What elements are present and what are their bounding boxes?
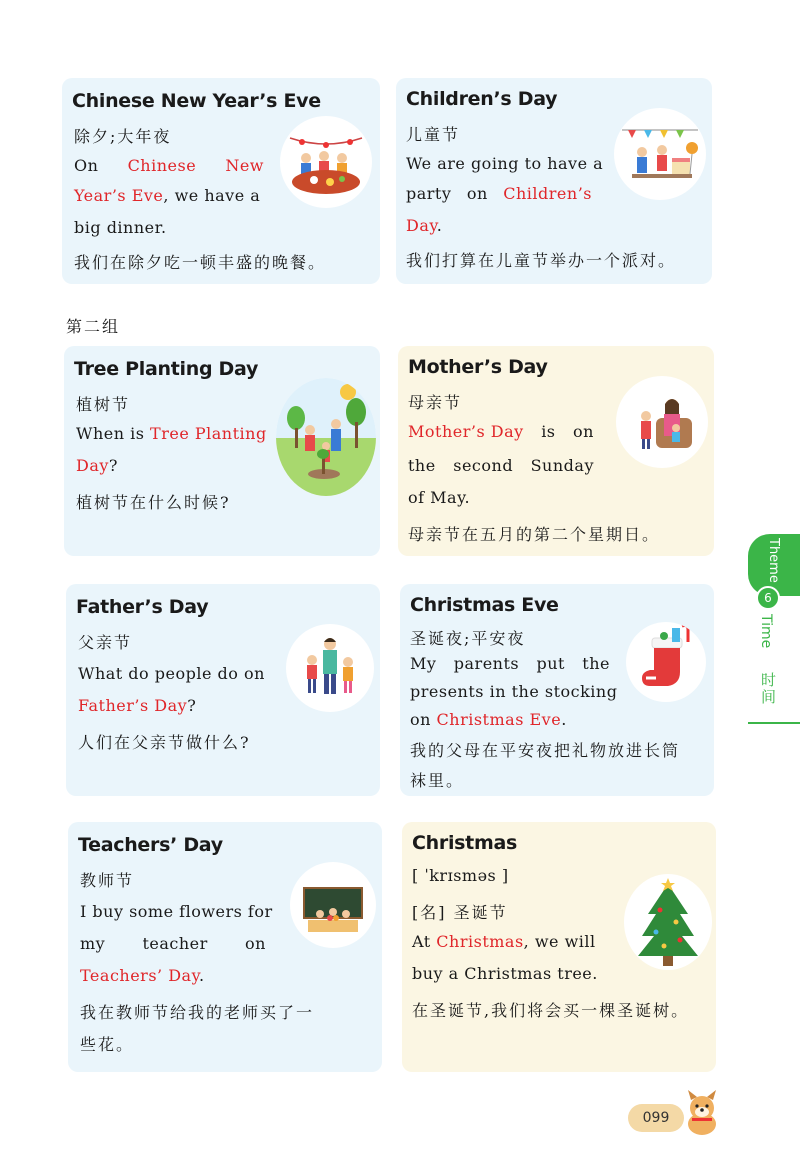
example-line-2: party on Children’s bbox=[406, 184, 592, 203]
classroom-illustration bbox=[290, 862, 376, 948]
tree-planting-illustration bbox=[276, 378, 376, 496]
card-chinese-new-years-eve bbox=[62, 78, 380, 284]
example-line-2: my teacher on bbox=[80, 934, 266, 953]
theme-number: 6 bbox=[756, 586, 780, 610]
chinese-term: 圣诞夜;平安夜 bbox=[410, 629, 526, 648]
chinese-term: 植树节 bbox=[76, 395, 131, 414]
translation: 植树节在什么时候? bbox=[76, 493, 231, 512]
translation-line-1: 我在教师节给我的老师买了一 bbox=[80, 1003, 315, 1022]
example-line-1: On Chinese New bbox=[74, 156, 264, 175]
card-tree-planting-day bbox=[64, 346, 380, 556]
card-christmas bbox=[402, 822, 716, 1072]
chinese-term: 父亲节 bbox=[78, 633, 133, 652]
divider bbox=[748, 722, 800, 724]
example-line-1: My parents put the bbox=[410, 654, 610, 673]
dog-mascot-icon bbox=[678, 1088, 724, 1136]
example-line-1: When is Tree Planting bbox=[76, 424, 267, 443]
party-illustration bbox=[614, 108, 706, 200]
part-of-speech: [名] 圣诞节 bbox=[412, 903, 508, 922]
example-line-2: buy a Christmas tree. bbox=[412, 964, 598, 983]
chinese-term: 除夕;大年夜 bbox=[74, 127, 172, 146]
translation-line-2: 些花。 bbox=[80, 1035, 135, 1054]
chinese-term: 教师节 bbox=[80, 871, 135, 890]
translation: 在圣诞节,我们将会买一棵圣诞树。 bbox=[412, 1001, 690, 1020]
card-childrens-day bbox=[396, 78, 712, 284]
stocking-illustration bbox=[626, 622, 706, 702]
example-line-3: of May. bbox=[408, 488, 471, 507]
theme-title-cn: 时间 bbox=[759, 672, 777, 706]
example-line-3: Teachers’ Day. bbox=[80, 966, 205, 985]
example-line-2: presents in the stocking bbox=[410, 682, 618, 701]
father-children-illustration bbox=[286, 624, 374, 712]
translation-line-1: 我的父母在平安夜把礼物放进长筒 bbox=[410, 741, 681, 760]
translation: 人们在父亲节做什么? bbox=[78, 733, 251, 752]
card-title: Chinese New Year’s Eve bbox=[72, 90, 321, 112]
translation: 母亲节在五月的第二个星期日。 bbox=[408, 525, 661, 544]
page-number: 099 bbox=[628, 1104, 684, 1132]
card-title: Children’s Day bbox=[406, 88, 558, 110]
card-teachers-day bbox=[68, 822, 382, 1072]
phonetic: [ ˈkrɪsməs ] bbox=[412, 866, 509, 885]
card-title: Christmas Eve bbox=[410, 594, 559, 616]
card-title: Tree Planting Day bbox=[74, 358, 259, 380]
example-line-2: Year’s Eve, we have a bbox=[74, 186, 261, 205]
example-line-3: big dinner. bbox=[74, 218, 167, 237]
example-line-2: Day? bbox=[76, 456, 118, 475]
example-line-1: We are going to have a bbox=[406, 154, 604, 173]
translation: 我们打算在儿童节举办一个派对。 bbox=[406, 251, 677, 270]
theme-title: Time bbox=[758, 614, 774, 649]
example-line-1: What do people do on bbox=[78, 664, 265, 683]
card-christmas-eve bbox=[400, 584, 714, 796]
chinese-term: 母亲节 bbox=[408, 393, 463, 412]
card-title: Teachers’ Day bbox=[78, 834, 223, 856]
family-dinner-illustration bbox=[280, 116, 372, 208]
christmas-tree-illustration bbox=[624, 874, 712, 970]
translation: 我们在除夕吃一顿丰盛的晚餐。 bbox=[74, 253, 327, 272]
translation-line-2: 袜里。 bbox=[410, 771, 465, 790]
example-line-3: Day. bbox=[406, 216, 443, 235]
theme-label: Theme bbox=[766, 538, 781, 583]
example-line-1: At Christmas, we will bbox=[412, 932, 596, 951]
example-line-3: on Christmas Eve. bbox=[410, 710, 567, 729]
theme-side-tab bbox=[748, 534, 800, 724]
section-label: 第二组 bbox=[66, 317, 121, 336]
example-line-2: Father’s Day? bbox=[78, 696, 197, 715]
card-title: Christmas bbox=[412, 832, 517, 854]
mother-family-illustration bbox=[616, 376, 708, 468]
chinese-term: 儿童节 bbox=[406, 125, 461, 144]
example-line-2: the second Sunday bbox=[408, 456, 594, 475]
card-title: Mother’s Day bbox=[408, 356, 548, 378]
card-title: Father’s Day bbox=[76, 596, 209, 618]
card-fathers-day bbox=[66, 584, 380, 796]
example-line-1: I buy some flowers for bbox=[80, 902, 273, 921]
example-line-1: Mother’s Day is on bbox=[408, 422, 594, 441]
card-mothers-day bbox=[398, 346, 714, 556]
